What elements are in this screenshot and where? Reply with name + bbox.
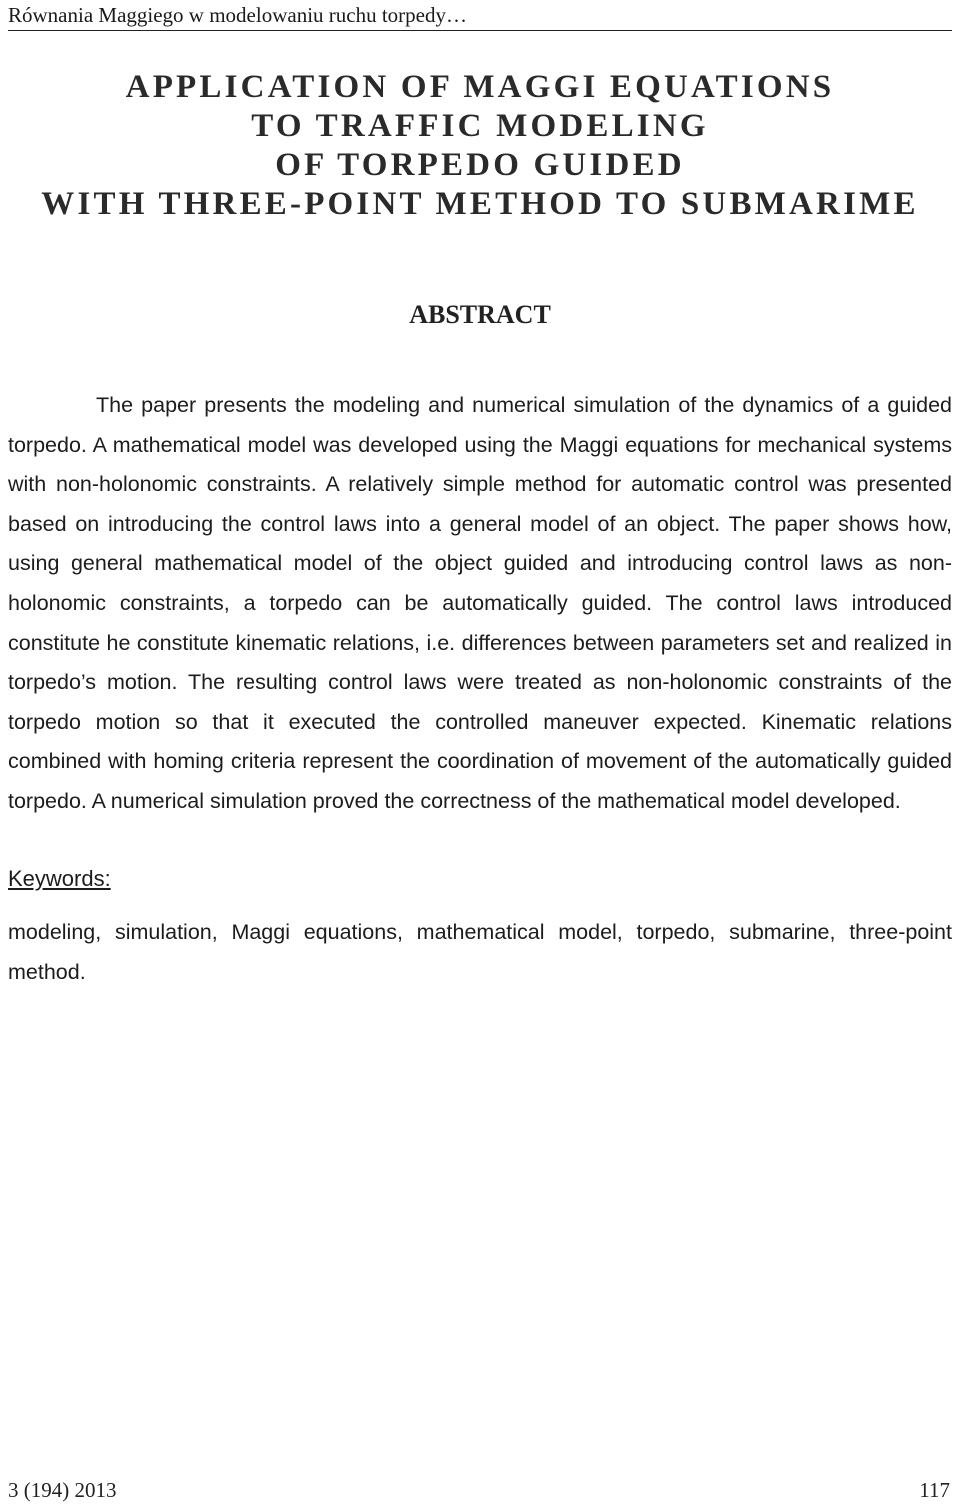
abstract-heading: ABSTRACT	[409, 300, 551, 329]
title-line-3: OF TORPEDO GUIDED	[275, 147, 685, 183]
abstract-text: The paper presents the modeling and numerical simulation of the dynamics of a guided torpedo. A mathematical model was developed using the Maggi equations for mechanical systems with non-holonomic constraints. A relatively simple method for automatic control was presented based on introducing the control laws into a general model of an object. The paper shows how, using general mathematical model of the object guided and introducing control laws as non-holonomic constraints, a torpedo can be automatically guided. The control laws introduced constitute he constitute kinematic relations, i.e. differences between parameters set and realized in torpedo’s motion. The resulting control laws were treated as non-holonomic constraints of the torpedo motion so that it executed the controlled maneuver expected. Kinematic relations combined with homing criteria represent the coordination of movement of the automatically guided torpedo. A numerical simulation proved the correctness of the mathematical model developed.	[8, 393, 952, 813]
page-number: 117	[919, 1478, 950, 1502]
title-line-4: WITH THREE-POINT METHOD TO SUBMARIME	[41, 186, 919, 222]
title-line-2: TO TRAFFIC MODELING	[251, 108, 709, 144]
running-header: Równania Maggiego w modelowaniu ruchu torpedy…	[8, 0, 952, 31]
paper-title	[0, 68, 960, 224]
footer-issue: 3 (194) 2013	[8, 1478, 117, 1502]
keywords-text: modeling, simulation, Maggi equations, mathematical model, torpedo, submarine, three-point method.	[8, 920, 952, 984]
keywords-heading: Keywords:	[8, 866, 111, 891]
title-line-1: APPLICATION OF MAGGI EQUATIONS	[125, 69, 835, 105]
